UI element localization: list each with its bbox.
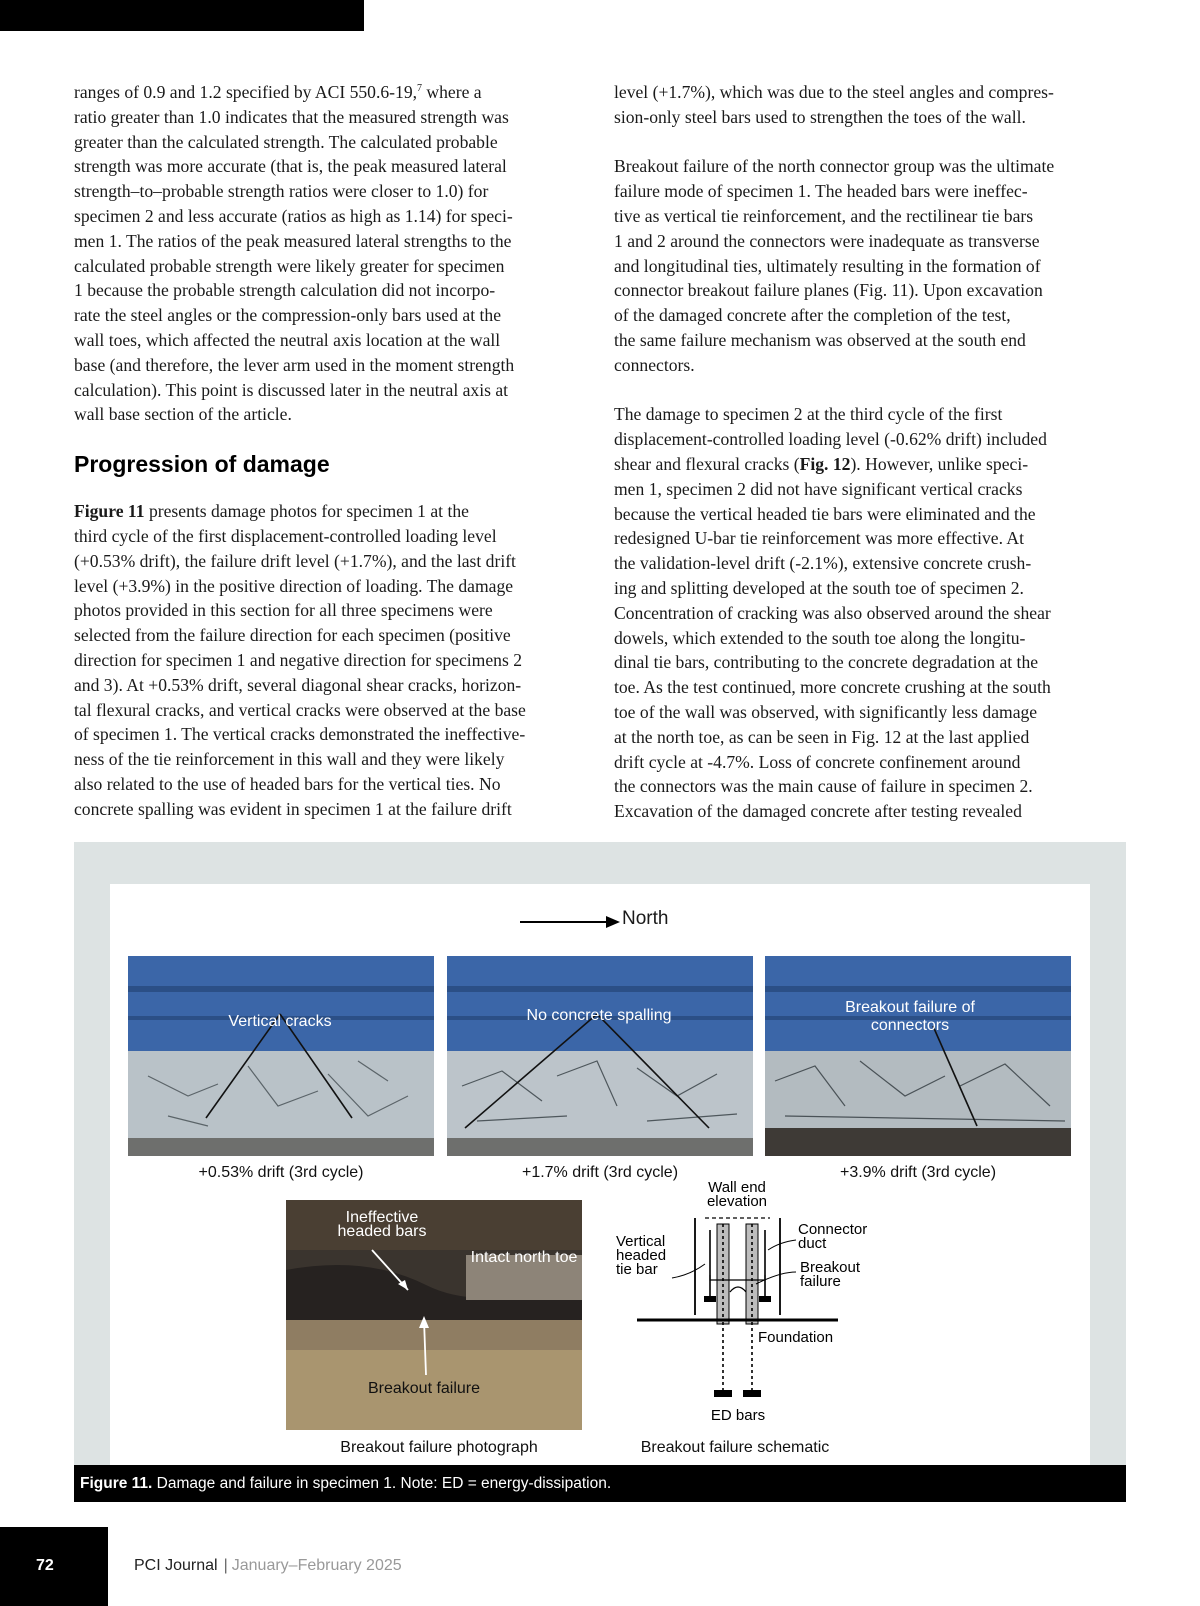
connector-label-1: Connector: [798, 1221, 868, 1238]
figure-caption-text: Damage and failure in specimen 1. Note: ED = energy-dissipation.: [152, 1475, 612, 1492]
right-paragraph-2: Breakout failure of the north connector group was the ultimate failure mode of specimen 1. The headed bars were ineffec- tive as vertical tie reinforcement, and the rectilinear tie bars 1 and 2 around the connectors were inadequate as transverse and longitudinal ties, ultimately resulting in the formation of connector breakout failure planes (Fig. 11). Upon excavation of the damaged concrete after the completion of the test, the same failure mechanism was observed at the south end connectors.: [614, 156, 1055, 375]
breakout-failure-photograph: [286, 1200, 582, 1430]
left-column: [74, 80, 584, 822]
photo1-annotation: Vertical cracks: [228, 1013, 332, 1030]
footer-separator: |: [223, 1557, 228, 1574]
photo-drift-39: [765, 956, 1071, 1156]
journal-name: PCI Journal: [134, 1557, 218, 1574]
connector-label-2: duct: [798, 1235, 827, 1252]
breakout-label: Breakout failure: [367, 1380, 481, 1397]
breakout-photo-caption: Breakout failure photograph: [340, 1439, 538, 1456]
figure-reference: Fig. 12: [799, 453, 851, 474]
photo-drift-053: [128, 956, 434, 1156]
footer-journal: [134, 1557, 402, 1575]
north-arrow-icon: [520, 912, 620, 932]
vertical-tie-label-3: tie bar: [616, 1261, 658, 1278]
figure-reference: Figure 11: [74, 501, 145, 522]
breakout-failure-schematic: [610, 1180, 910, 1430]
footer-page-block: [0, 1527, 108, 1606]
figure-caption: [74, 1465, 1126, 1502]
ineffective-label-line1: Ineffective: [345, 1209, 419, 1226]
figure-panel: [110, 884, 1090, 1470]
intact-north-toe-label: Intact north toe: [470, 1249, 578, 1266]
wall-end-label-2: elevation: [706, 1193, 768, 1210]
issue-date: January–February 2025: [231, 1557, 402, 1574]
ineffective-label-line2: headed bars: [337, 1223, 427, 1240]
section-heading: Progression of damage: [74, 451, 330, 478]
photo3-caption: +3.9% drift (3rd cycle): [839, 1164, 997, 1181]
figure-11: [74, 842, 1126, 1502]
page-number: 72: [36, 1557, 54, 1574]
right-paragraph-1: level (+1.7%), which was due to the steel angles and compres- sion-only steel bars used to strengthen the toes of the wall.: [614, 82, 1054, 127]
top-black-bar: [0, 0, 364, 31]
photo-drift-17: [447, 956, 753, 1156]
wall-end-label-1: Wall end: [708, 1180, 766, 1196]
reference-superscript: 7: [417, 83, 423, 95]
north-label: North: [622, 908, 669, 929]
foundation-label: Foundation: [758, 1329, 834, 1346]
ed-bars-label: ED bars: [710, 1407, 766, 1424]
schematic-caption: Breakout failure schematic: [640, 1439, 830, 1456]
breakout-schematic-label-1: Breakout: [800, 1259, 861, 1276]
photo3-annotation-line2: connectors: [870, 1017, 950, 1034]
photo1-caption: +0.53% drift (3rd cycle): [198, 1164, 364, 1181]
left-paragraph-2: Figure 11 presents damage photos for specimen 1 at the third cycle of the first displacement-controlled loading level (+0.53% drift), the failure drift level (+1.7%), and the last drift level (+3.9%) in the positive direction of loading. The damage photos provided in this section for all three specimens were selected from the failure direction for each specimen (positive direction for specimen 1 and negative direction for specimens 2 and 3). At +0.53% drift, several diagonal shear cracks, horizon- tal flexural cracks, and vertical cracks were observed at the base of specimen 1. The vertical cracks demonstrated the ineffective- ness of the tie reinforcement in this wall and they were likely also related to the use of headed bars for the vertical ties. No concrete spalling was evident in specimen 1 at the failure drift: [74, 501, 526, 819]
photo2-caption: +1.7% drift (3rd cycle): [521, 1164, 679, 1181]
left-paragraph-1: ranges of 0.9 and 1.2 specified by ACI 550.6-19,$^7$ where a ratio greater than 1.0 indicates that the measured strength was greater than the calculated strength. The calculated probable strength was more accurate (that is, the peak measured lateral strength–to–probable strength ratios were closer to 1.0) for specimen 2 and less accurate (ratios as high as 1.14) for speci- men 1. The ratios of the peak measured lateral strengths to the calculated probable strength were likely greater for specimen 1 because the probable strength calculation did not incorpo- rate the steel angles or the compression-only bars used at the wall toes, which affected the neutral axis location at the wall base (and therefore, the lever arm used in the moment strength calculation). This point is discussed later in the neutral axis at wall base section of the article.: [74, 82, 515, 425]
vertical-tie-label-1: Vertical: [616, 1233, 666, 1250]
breakout-schematic-label-2: failure: [800, 1273, 841, 1290]
photo2-annotation: No concrete spalling: [526, 1007, 672, 1024]
photo3-annotation-line1: Breakout failure of: [845, 999, 975, 1016]
vertical-tie-label-2: headed: [616, 1247, 667, 1264]
right-column: [614, 80, 1124, 824]
figure-caption-label: Figure 11.: [80, 1475, 153, 1492]
right-paragraph-3: The damage to specimen 2 at the third cycle of the first displacement-controlled loading level (-0.62% drift) included shear and flexural cracks (Fig. 12). However, unlike speci- men 1, specimen 2 did not have significant vertical cracks because the vertical headed tie bars were eliminated and the redesigned U-bar tie reinforcement was more effective. At the validation-level drift (-2.1%), extensive concrete crush- ing and splitting developed at the south toe of specimen 2. Concentration of cracking was also observed around the shear dowels, which extended to the south toe along the longitu- dinal tie bars, contributing to the concrete degradation at the toe. As the test continued, more concrete crushing at the south toe of the wall was observed, with significantly less damage at the north toe, as can be seen in Fig. 12 at the last applied drift cycle at -4.7%. Loss of concrete confinement around the connectors was the main cause of failure in specimen 2. Excavation of the damaged concrete after testing revealed: [614, 404, 1051, 822]
